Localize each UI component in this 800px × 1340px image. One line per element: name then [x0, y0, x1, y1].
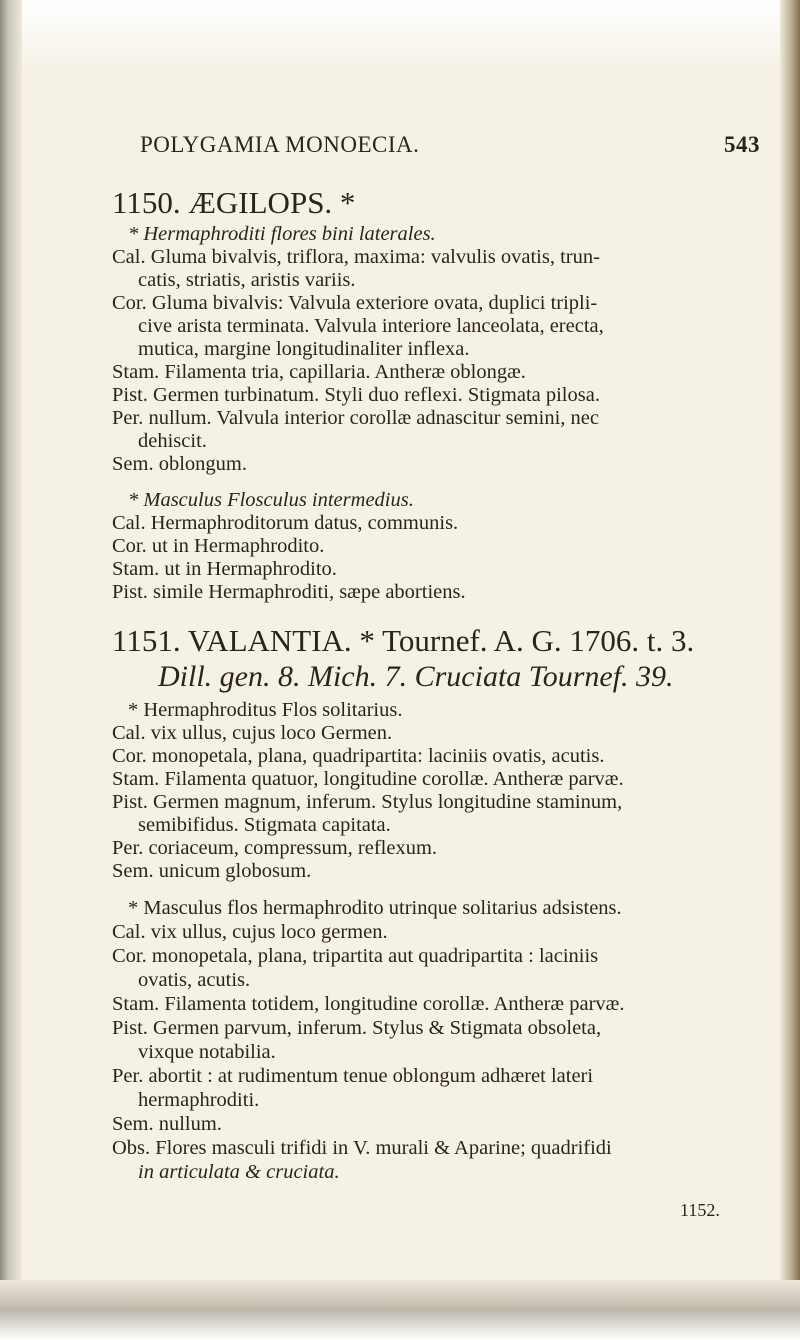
text-line: Obs. Flores masculi trifidi in V. murali & Aparine; quadrifidi [112, 1137, 612, 1159]
text-line: Sem. nullum. [112, 1113, 222, 1135]
text-line: * Masculus flos hermaphrodito utrinque solitarius adsistens. [128, 897, 622, 919]
genus-heading-aegilops: 1150. ÆGILOPS. * [112, 185, 356, 220]
text-line: Per. coriaceum, compressum, reflexum. [112, 837, 438, 859]
text-line: Cor. ut in Hermaphrodito. [112, 535, 325, 557]
text-line: * Masculus Flosculus intermedius. [128, 489, 414, 511]
text-line: Sem. unicum globosum. [112, 860, 312, 882]
genus-heading-valantia: 1151. VALANTIA. * Tournef. A. G. 1706. t. 3. [112, 623, 695, 658]
text-line: hermaphroditi. [138, 1089, 260, 1111]
text-line: Per. nullum. Valvula interior corollæ adnascitur semini, nec [112, 407, 599, 429]
text-line: Cor. monopetala, plana, tripartita aut quadripartita : laciniis [112, 945, 599, 967]
text-line: * Hermaphroditus Flos solitarius. [128, 699, 403, 721]
text-line: * Hermaphroditi flores bini laterales. [128, 223, 436, 245]
genus-subheading: Dill. gen. 8. Mich. 7. Cruciata Tournef. 39. [158, 660, 674, 693]
catchword: 1152. [680, 1200, 720, 1220]
text-line: Pist. simile Hermaphroditi, sæpe abortiens. [112, 581, 466, 603]
text-line: in articulata & cruciata. [138, 1161, 340, 1183]
text-line: catis, striatis, aristis variis. [138, 269, 356, 291]
text-line: ovatis, acutis. [138, 969, 251, 991]
text-line: cive arista terminata. Valvula interiore lanceolata, erecta, [138, 315, 604, 337]
text-line: Cor. monopetala, plana, quadripartita: laciniis ovatis, acutis. [112, 745, 605, 767]
text-line: mutica, margine longitudinaliter inflexa. [138, 338, 470, 360]
text-line: semibifidus. Stigmata capitata. [138, 814, 391, 836]
text-line: Cor. Gluma bivalvis: Valvula exteriore ovata, duplici tripli- [112, 292, 598, 314]
text-line: Stam. Filamenta quatuor, longitudine corollæ. Antheræ parvæ. [112, 768, 624, 790]
text-line: Sem. oblongum. [112, 453, 247, 475]
text-line: Cal. Gluma bivalvis, triflora, maxima: valvulis ovatis, trun- [112, 246, 600, 268]
text-line: Stam. Filamenta tria, capillaria. Antheræ oblongæ. [112, 361, 526, 383]
text-line: Pist. Germen turbinatum. Styli duo reflexi. Stigmata pilosa. [112, 384, 600, 406]
text-line: Stam. ut in Hermaphrodito. [112, 558, 337, 580]
text-line: Pist. Germen parvum, inferum. Stylus & Stigmata obsoleta, [112, 1017, 602, 1039]
text-line: dehiscit. [138, 430, 207, 452]
text-line: vixque notabilia. [138, 1041, 276, 1063]
text-line: Per. abortit : at rudimentum tenue oblongum adhæret lateri [112, 1065, 594, 1087]
text-line: Cal. Hermaphroditorum datus, communis. [112, 512, 459, 534]
page-number: 543 [724, 132, 760, 157]
text-line: Pist. Germen magnum, inferum. Stylus longitudine staminum, [112, 791, 623, 813]
text-line: Stam. Filamenta totidem, longitudine corollæ. Antheræ parvæ. [112, 993, 625, 1015]
text-line: Cal. vix ullus, cujus loco Germen. [112, 722, 393, 744]
text-line: Cal. vix ullus, cujus loco germen. [112, 921, 388, 943]
running-title: POLYGAMIA MONOECIA. [140, 132, 420, 157]
